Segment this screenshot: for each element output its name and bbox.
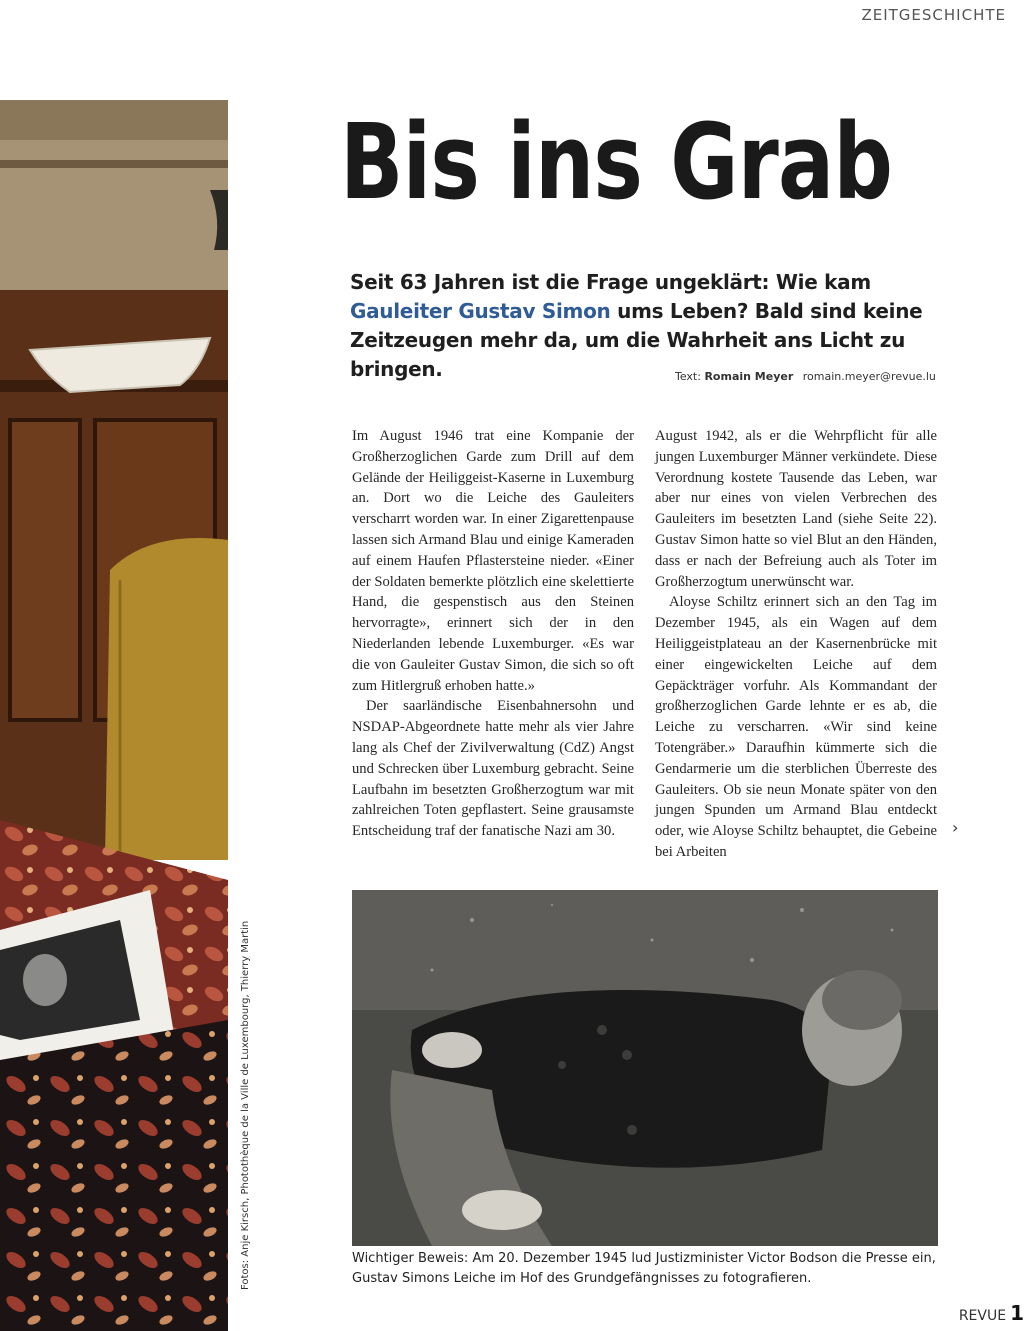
body-paragraph: Aloyse Schiltz erinnert sich an den Tag im Dezember 1945, als ein Wagen auf dem Heiliggeistplateau an der Kasernenbrücke mit einer eingewickelten Leiche auf dem Gepäckträger vorfuhr. Als Kommandant der großherzoglichen Garde lehnte er es ab, die Leiche zu verscharren. «Wir sind keine Totengräber.» Daraufhin kümmerte sich die Gendarmerie um die sterblichen Überreste des Gauleiters. Ob sie neun Monate später von den jungen Spunden um Armand Blau entdeckt oder, wie Aloyse Schiltz behauptet, die Gebeine bei Arbeiten	[655, 594, 937, 860]
photo-caption: Wichtiger Beweis: Am 20. Dezember 1945 lud Justizminister Victor Bodson die Presse ein, Gustav Simons Leiche im Hof des Grundgefängnisses zu fotografieren.	[352, 1251, 936, 1286]
body-column-1	[352, 426, 634, 842]
byline-email[interactable]: romain.meyer@revue.lu	[802, 370, 936, 383]
continue-arrow-icon: ›	[952, 818, 959, 837]
lead-highlight: Gauleiter Gustav Simon	[350, 299, 611, 323]
body-paragraph: Der saarländische Eisenbahnersohn und NSDAP-Abgeordnete hatte mehr als vier Jahre lang als Chef der Zivilverwaltung (CdZ) Angst und Schrecken über Luxemburg gebracht. Seine Laufbahn im besetzten Großherzogtum war mit zahlreichen Toten gepflastert. Seine grausamste Entscheidung traf der fanatische Nazi am 30.	[352, 698, 634, 840]
body-paragraph: Im August 1946 trat eine Kompanie der Großherzoglichen Garde zum Drill auf dem Gelände der Heiliggeist-Kaserne in Luxemburg an. Dort wo die Leiche des Gauleiters verscharrt worden war. In einer Zigarettenpause lassen sich Armand Blau und einige Kameraden auf einem Haufen Pflastersteine nieder. «Einer der Soldaten bemerkte plötzlich eine skelettierte Hand, die gespenstisch aus den Steinen hervorragte», erinnert sich der in den Niederlanden lebende Luxemburger. «Es war die von Gauleiter Gustav Simon, die sich so oft zum Hitlergruß erhoben hatte.»	[352, 428, 634, 694]
page-title: Bis ins Grab	[340, 101, 893, 223]
byline-prefix: Text:	[675, 370, 701, 383]
page-footer	[959, 1301, 1024, 1325]
body-column-2	[655, 426, 937, 863]
page-number: 1	[1010, 1301, 1024, 1325]
historic-photo	[352, 890, 938, 1246]
byline-author: Romain Meyer	[704, 370, 794, 383]
lead-text-1: Seit 63 Jahren ist die Frage ungeklärt: Wie kam	[350, 270, 871, 294]
byline	[675, 370, 965, 383]
interior-photo	[0, 100, 228, 1331]
photo-credit: Fotos: Anje Kirsch, Photothèque de la Ville de Luxembourg, Thierry Martin	[240, 920, 251, 1290]
lead-text-2: ums Leben? Bald sind keine Zeitzeugen mehr da, um die Wahrheit ans Licht zu bringen.	[350, 299, 923, 381]
lead-paragraph	[350, 268, 940, 384]
magazine-name: REVUE	[958, 1308, 1007, 1324]
body-paragraph: August 1942, als er die Wehrpflicht für alle jungen Luxemburger Männer verkündete. Diese Verordnung kostete Tausende das Leben, war aber nur eines von vielen Verbrechen des Gauleiters im besetzten Land (siehe Seite 22). Gustav Simon hatte so viel Blut an den Händen, dass er nach der Befreiung auch als Toter im Großherzogtum unerwünscht war.	[655, 428, 937, 590]
section-label: ZEITGESCHICHTE	[861, 6, 1006, 24]
